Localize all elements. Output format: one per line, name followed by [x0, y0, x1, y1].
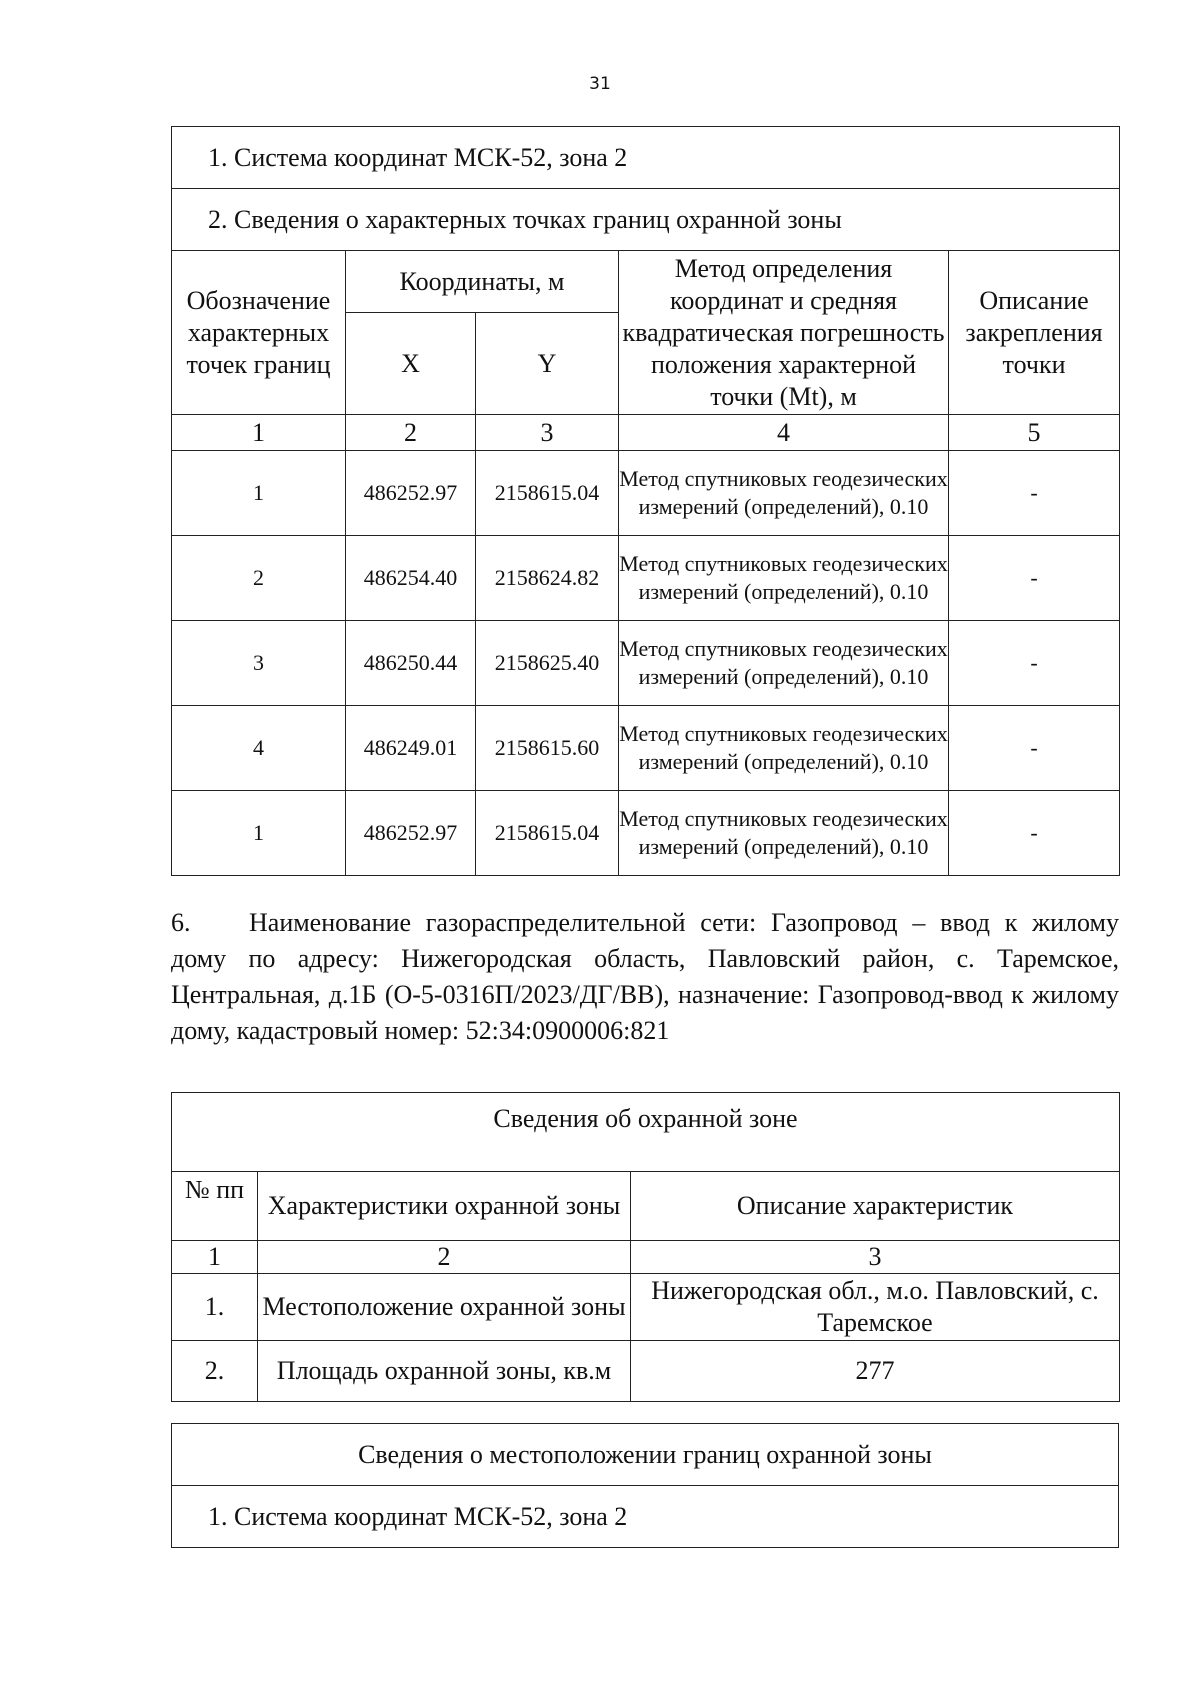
table-row — [172, 1341, 1120, 1402]
table-row — [172, 791, 1120, 876]
point-method: Метод спутниковых геодезических измерений (определений), 0.10 — [619, 536, 949, 621]
network-description-paragraph — [171, 905, 1119, 1049]
paragraph-text: Наименование газораспределительной сети: Газопровод – ввод к жилому дому по адресу: Нижегородская область, Павловский район, с. Таремское, Центральная, д.1Б (О-5-0316П/2023/ДГ/ВВ), назначение: Газопровод-ввод к жилому дому, кадастровый номер: 52:34:0900006:821 — [171, 908, 1119, 1045]
header-method: Метод определения координат и средняя квадратическая погрешность положения характерной точки (Mt), м — [619, 251, 949, 415]
header-characteristics: Характеристики охранной зоны — [258, 1172, 631, 1241]
table-row — [172, 621, 1120, 706]
table-row — [172, 536, 1120, 621]
coordinate-system-row: 1. Система координат МСК-52, зона 2 — [172, 1486, 1119, 1548]
header-y: Y — [476, 313, 619, 415]
column-number: 5 — [949, 415, 1120, 451]
point-desc: - — [949, 706, 1120, 791]
column-number: 3 — [631, 1241, 1120, 1274]
protection-zone-info-table — [171, 1092, 1120, 1402]
header-characteristics-description: Описание характеристик — [631, 1172, 1120, 1241]
point-method: Метод спутниковых геодезических измерений (определений), 0.10 — [619, 451, 949, 536]
point-desc: - — [949, 621, 1120, 706]
point-id: 1 — [172, 791, 346, 876]
point-id: 3 — [172, 621, 346, 706]
point-method: Метод спутниковых геодезических измерений (определений), 0.10 — [619, 706, 949, 791]
header-x: X — [346, 313, 476, 415]
row-number: 2. — [172, 1341, 258, 1402]
point-x: 486252.97 — [346, 451, 476, 536]
point-desc: - — [949, 536, 1120, 621]
row-number: 1. — [172, 1274, 258, 1341]
table-row — [172, 451, 1120, 536]
row-value: 277 — [631, 1341, 1120, 1402]
table-row — [172, 706, 1120, 791]
point-method: Метод спутниковых геодезических измерений (определений), 0.10 — [619, 621, 949, 706]
point-id: 1 — [172, 451, 346, 536]
point-id: 2 — [172, 536, 346, 621]
page-number: 31 — [589, 74, 611, 94]
point-id: 4 — [172, 706, 346, 791]
column-number: 4 — [619, 415, 949, 451]
header-description: Описание закрепления точки — [949, 251, 1120, 415]
point-y: 2158615.04 — [476, 791, 619, 876]
point-y: 2158625.40 — [476, 621, 619, 706]
point-desc: - — [949, 791, 1120, 876]
point-y: 2158615.60 — [476, 706, 619, 791]
boundary-location-title: Сведения о местоположении границ охранной зоны — [172, 1424, 1119, 1486]
point-x: 486252.97 — [346, 791, 476, 876]
point-y: 2158624.82 — [476, 536, 619, 621]
point-y: 2158615.04 — [476, 451, 619, 536]
header-coordinates: Координаты, м — [346, 251, 619, 313]
paragraph-number: 6. — [171, 908, 191, 937]
table-row — [172, 1274, 1120, 1341]
point-method: Метод спутниковых геодезических измерений (определений), 0.10 — [619, 791, 949, 876]
column-number: 1 — [172, 415, 346, 451]
column-number: 1 — [172, 1241, 258, 1274]
protection-zone-title: Сведения об охранной зоне — [172, 1093, 1120, 1172]
header-num: № пп — [172, 1172, 258, 1241]
boundary-points-table — [171, 126, 1120, 876]
header-designation: Обозначение характерных точек границ — [172, 251, 346, 415]
point-x: 486254.40 — [346, 536, 476, 621]
point-x: 486250.44 — [346, 621, 476, 706]
point-x: 486249.01 — [346, 706, 476, 791]
row-characteristic: Площадь охранной зоны, кв.м — [258, 1341, 631, 1402]
row-value: Нижегородская обл., м.о. Павловский, с. Таремское — [631, 1274, 1120, 1341]
column-number: 2 — [346, 415, 476, 451]
column-number: 2 — [258, 1241, 631, 1274]
boundary-location-table — [171, 1423, 1119, 1548]
boundary-points-info-row: 2. Сведения о характерных точках границ охранной зоны — [172, 189, 1120, 251]
coordinate-system-row: 1. Система координат МСК-52, зона 2 — [172, 127, 1120, 189]
row-characteristic: Местоположение охранной зоны — [258, 1274, 631, 1341]
column-number: 3 — [476, 415, 619, 451]
point-desc: - — [949, 451, 1120, 536]
